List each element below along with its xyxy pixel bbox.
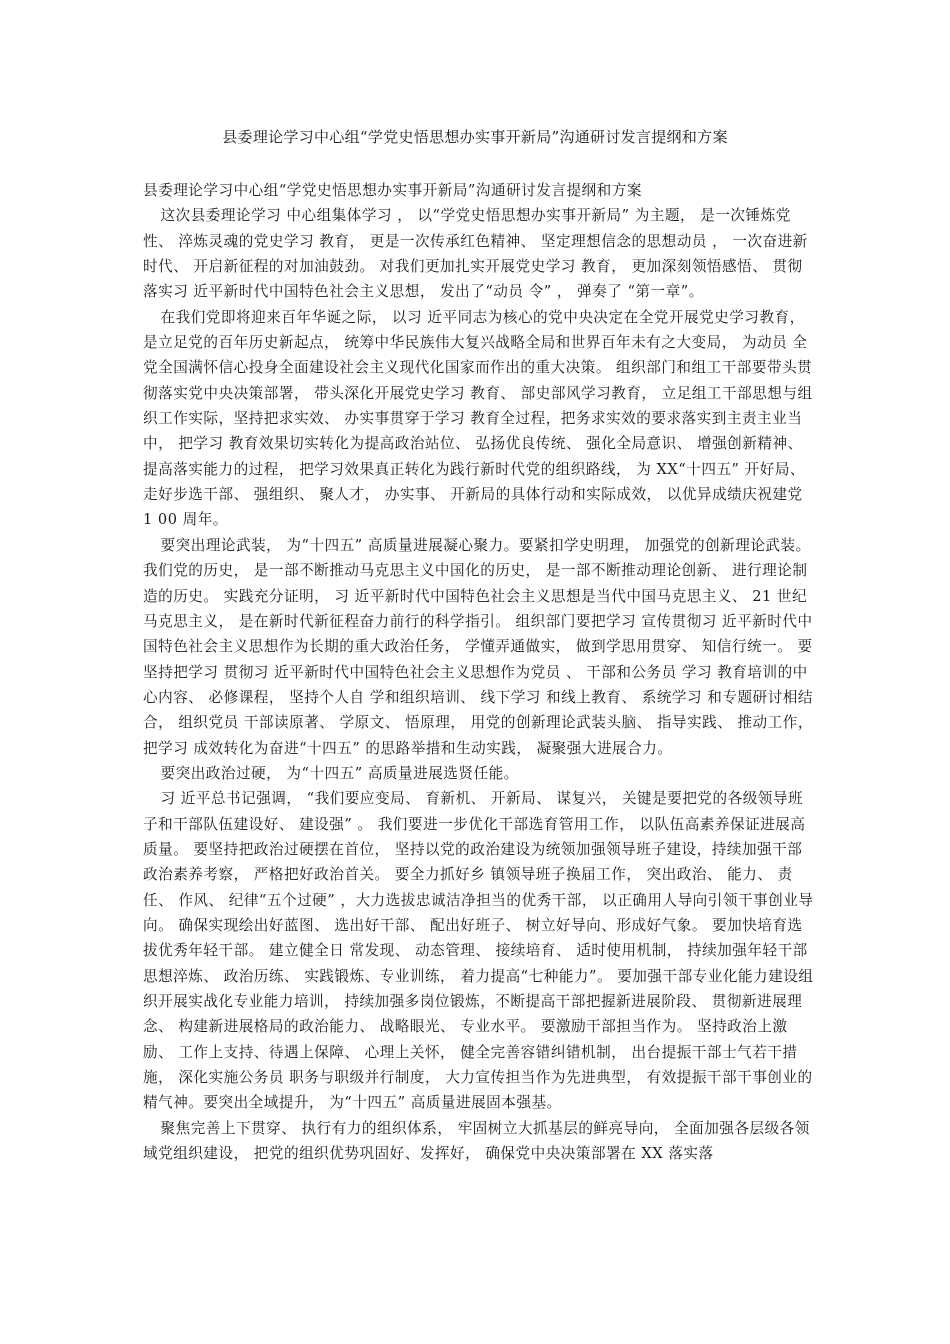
paragraph: 习 近平总书记强调， “我们要应变局、 育新机、 开新局、 谋复兴， 关键是要把党的各级领导班子和干部队伍建设好、 建设强” 。 我们要进一步优化干部选育管用工作， 以队伍高素养保证进展高质量。 要坚持把政治过硬摆在首位， 坚持以党的政治建设为统领加强领导班子建设，持续加强干部政治素养考察， 严格把好政治首关。 要全力抓好乡 镇领导班子换届工作， 突出政治、 能力、 责任、 作风、 纪律“五个过硬” ，大力选拔忠诚洁净担当的优秀干部， 以正确用人导向引领干事创业导向。 确保实现绘出好蓝图、 选出好干部、 配出好班子、 树立好导向、形成好气象。 要加快培育选拔优秀年轻干部。 建立健全日 常发现、 动态管理、 接续培育、 适时使用机制， 持续加强年轻干部思想淬炼、 政治历练、 实践锻炼、专业训练， 着力提高“七种能力”。 要加强干部专业化能力建设组织开展实战化专业能力培训， 持续加强多岗位锻炼，不断提高干部把握新进展阶段、 贯彻新进展理念、 构建新进展格局的政治能力、 战略眼光、 专业水平。 要激励干部担当作为。 坚持政治上激励、 工作上支持、待遇上保障、 心理上关怀， 健全完善容错纠错机制， 出台提振干部士气若干措施， 深化实施公务员 职务与职级并行制度， 大力宣传担当作为先进典型， 有效提振干部干事创业的精气神。要突出全域提升， 为“十四五” 高质量进展固本强基。 bbox=[143, 790, 814, 1112]
document-subtitle: 县委理论学习中心组“学党史悟思想办实事开新局”沟通研讨发言提纲和方案 bbox=[143, 182, 642, 199]
paragraph: 在我们党即将迎来百年华诞之际， 以习 近平同志为核心的党中央决定在全党开展党史学习教育， 是立足党的百年历史新起点， 统筹中华民族伟大复兴战略全局和世界百年未有之大变局， 为动员 全党全国满怀信心投身全面建设社会主义现代化国家而作出的重大决策。 组织部门和组工干部要带头贯彻落实党中央决策部署， 带头深化开展党史学习 教育、 部史部风学习教育， 立足组工干部思想与组织工作实际，坚持把求实效、 办实事贯穿于学习 教育全过程，把务求实效的要求落实到主责主业当中， 把学习 教育效果切实转化为提高政治站位、 弘扬优良传统、 强化全局意识、 增强创新精神、 提高落实能力的过程， 把学习效果真正转化为践行新时代党的组织路线， 为 XX“十四五” 开好局、 走好步选干部、 强组织、 聚人才， 办实事、 开新局的具体行动和实际成效， 以优异成绩庆祝建党 1 00 周年。 bbox=[143, 308, 813, 529]
page-title: 县委理论学习中心组“学党史悟思想办实事开新局”沟通研讨发言提纲和方案 bbox=[222, 128, 728, 146]
document-body bbox=[143, 178, 815, 1166]
paragraph: 要突出理论武装， 为“十四五” 高质量进展凝心聚力。要紧扣学史明理， 加强党的创新理论武装。 我们党的历史， 是一部不断推动马克思主义中国化的历史， 是一部不断推动理论创新、 进行理论制造的历史。 实践充分证明， 习 近平新时代中国特色社会主义思想是当代中国马克思主义、 21 世纪马克思主义， 是在新时代新征程奋力前行的科学指引。 组织部门要把学习 宣传贯彻习 近平新时代中国特色社会主义思想作为长期的重大政治任务， 学懂弄通做实， 做到学思用贯穿、 知信行统一。 要坚持把学习 贯彻习 近平新时代中国特色社会主义思想作为党员 、 干部和公务员 学习 教育培训的中心内容、 必修课程， 坚持个人自 学和组织培训、 线下学习 和线上教育、 系统学习 和专题研讨相结合， 组织党员 干部读原著、 学原文、 悟原理， 用党的创新理论武装头脑、 指导实践、 推动工作， 把学习 成效转化为奋进“十四五” 的思路举措和生动实践， 凝聚强大进展合力。 bbox=[143, 536, 813, 757]
paragraph: 这次县委理论学习 中心组集体学习 ， 以“学党史悟思想办实事开新局” 为主题， 是一次锤炼党性、 淬炼灵魂的党史学习 教育， 更是一次传承红色精神、 坚定理想信念的思想动员 ， 一次奋进新时代、 开启新征程的对加油鼓劲。 对我们更加扎实开展党史学习 教育， 更加深刻领悟感悟、 贯彻落实习 近平新时代中国特色社会主义思想， 发出了“动员 令” ， 弹奏了 “第一章”。 bbox=[143, 207, 808, 301]
paragraph: 要突出政治过硬， 为“十四五” 高质量进展选贤任能。 bbox=[160, 764, 519, 782]
paragraph: 聚焦完善上下贯穿、 执行有力的组织体系， 牢固树立大抓基层的鲜亮导向， 全面加强各层级各领域党组织建设， 把党的组织优势巩固好、发挥好， 确保党中央决策部署在 XX 落实落 bbox=[143, 1119, 810, 1163]
